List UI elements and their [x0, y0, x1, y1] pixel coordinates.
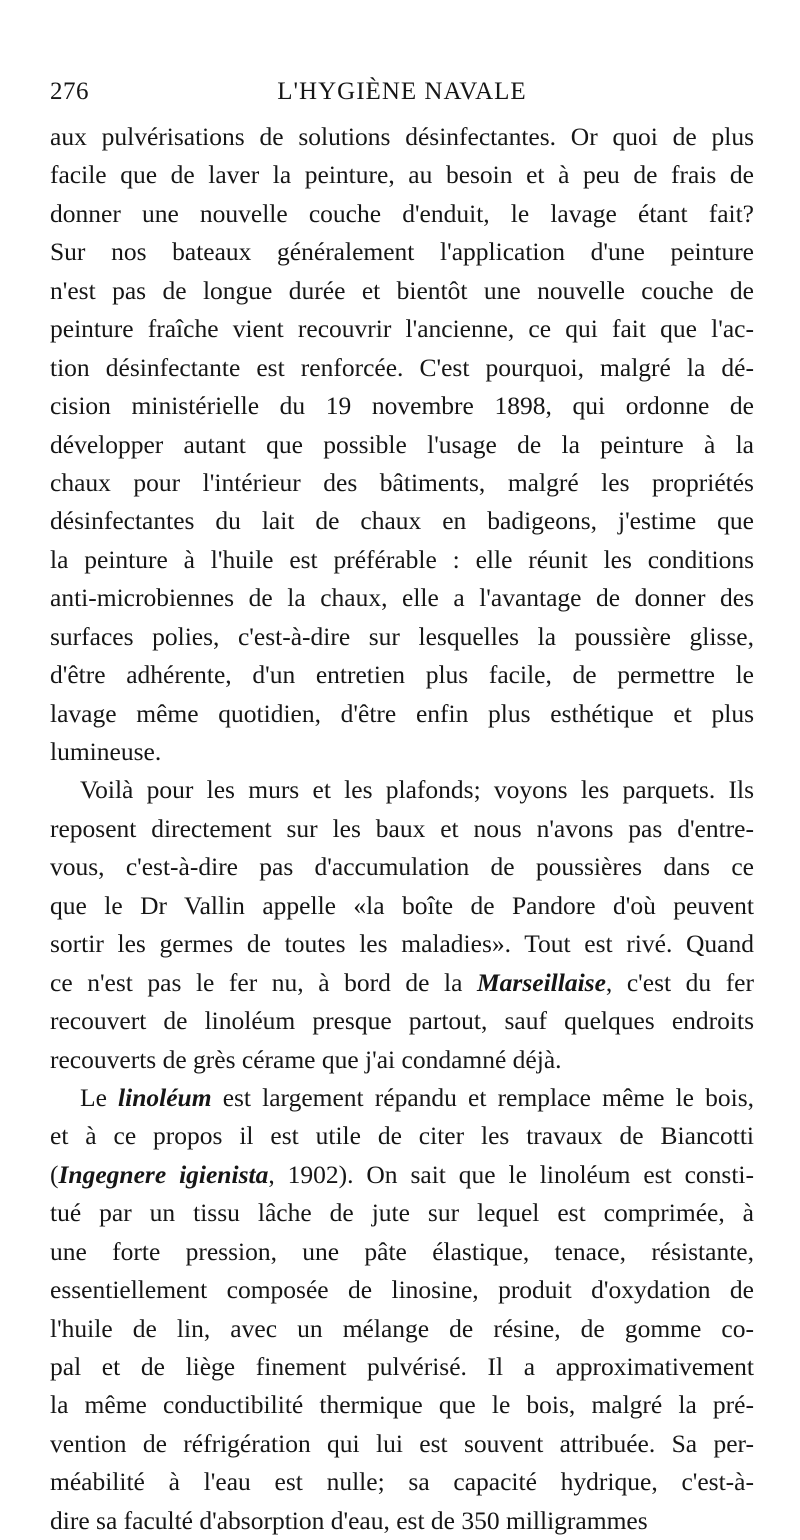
text-line	[50, 887, 754, 925]
text-segment: , c'est du fer	[605, 967, 754, 997]
text-segment: est largement répandu et remplace même le bois,	[211, 1082, 754, 1112]
text-segment: surfaces polies, c'est-à-dire sur lesquelles la poussière glisse,	[50, 621, 754, 651]
text-segment: Le	[80, 1082, 119, 1112]
text-line	[50, 349, 754, 387]
text-segment: donner une nouvelle couche d'enduit, le lavage étant fait?	[50, 198, 754, 228]
text-segment: pal et de liège finement pulvérisé. Il a approximativement	[50, 1352, 754, 1381]
text-segment: vous, c'est-à-dire pas d'accumulation de poussières dans ce	[50, 852, 754, 882]
text-segment: anti-microbiennes de la chaux, elle a l'avantage de donner des	[50, 583, 754, 613]
text-line	[50, 848, 754, 886]
text-line	[50, 1156, 754, 1194]
text-segment: développer autant que possible l'usage de la peinture à la	[50, 429, 754, 459]
text-segment: facile que de laver la peinture, au besoin et à peu de frais de	[50, 160, 754, 190]
text-segment: , 1902). On sait que le linoléum est consti-	[268, 1159, 754, 1189]
text-segment: recouvert de linoléum presque partout, sauf quelques endroits	[50, 1006, 754, 1036]
text-segment: aux pulvérisations de solutions désinfectantes. Or quoi de plus	[50, 122, 754, 151]
text-segment: essentiellement composée de linosine, produit d'oxydation de	[50, 1275, 754, 1305]
text-segment: lumineuse.	[50, 737, 162, 766]
italic-text: Marseillaise	[476, 967, 606, 997]
text-line	[50, 310, 754, 348]
running-head	[50, 78, 754, 118]
text-segment: chaux pour l'intérieur des bâtiments, malgré les propriétés	[50, 467, 754, 497]
italic-text: linoléum	[118, 1082, 212, 1112]
text-segment: vention de réfrigération qui lui est souvent attribuée. Sa per-	[50, 1428, 754, 1458]
paragraph	[50, 771, 754, 1079]
text-line	[50, 1194, 754, 1232]
text-line	[50, 195, 754, 233]
text-line	[50, 387, 754, 425]
text-line	[50, 1348, 754, 1386]
text-line	[50, 925, 754, 963]
text-line	[50, 272, 754, 310]
text-segment: sortir les germes de toutes les maladies». Tout est rivé. Quand	[50, 929, 754, 959]
text-segment: Voilà pour les murs et les plafonds; voyons les parquets. Ils	[80, 775, 754, 805]
body-text	[50, 118, 754, 1540]
text-line	[50, 1079, 754, 1117]
text-line	[50, 618, 754, 656]
text-line	[50, 1002, 754, 1040]
text-segment: la même conductibilité thermique que le bois, malgré la pré-	[50, 1390, 754, 1420]
text-line	[50, 1271, 754, 1309]
text-segment: l'huile de lin, avec un mélange de résine, de gomme co-	[50, 1313, 754, 1343]
text-segment: recouverts de grès cérame que j'ai condamné déjà.	[50, 1044, 562, 1074]
text-segment: d'être adhérente, d'un entretien plus facile, de permettre le	[50, 660, 754, 690]
text-segment: reposent directement sur les baux et nous n'avons pas d'entre-	[50, 813, 754, 843]
text-line	[50, 733, 754, 771]
text-line	[50, 156, 754, 194]
text-line	[50, 656, 754, 694]
text-line	[50, 964, 754, 1002]
text-segment: peinture fraîche vient recouvrir l'ancienne, ce qui fait que l'ac-	[50, 314, 754, 344]
running-title: L'HYGIÈNE NAVALE	[277, 78, 527, 105]
text-line	[50, 579, 754, 617]
text-line	[50, 233, 754, 271]
text-line	[50, 1425, 754, 1463]
italic-text: Ingegnere igienista	[58, 1159, 269, 1189]
text-line	[50, 1117, 754, 1155]
text-segment: que le Dr Vallin appelle «la boîte de Pandore d'où peuvent	[50, 890, 754, 920]
text-line	[50, 1386, 754, 1424]
text-segment: (	[50, 1159, 59, 1189]
text-segment: méabilité à l'eau est nulle; sa capacité hydrique, c'est-à-	[50, 1467, 754, 1497]
paragraph	[50, 118, 754, 771]
text-line	[50, 118, 754, 156]
text-line	[50, 1233, 754, 1271]
text-line	[50, 695, 754, 733]
text-line	[50, 426, 754, 464]
text-line	[50, 1310, 754, 1348]
text-segment: désinfectantes du lait de chaux en badigeons, j'estime que	[50, 506, 754, 536]
text-segment: une forte pression, une pâte élastique, tenace, résistante,	[50, 1236, 754, 1266]
text-line	[50, 771, 754, 809]
text-line	[50, 1041, 754, 1079]
text-segment: ce n'est pas le fer nu, à bord de la	[50, 967, 477, 997]
text-segment: n'est pas de longue durée et bientôt une nouvelle couche de	[50, 275, 754, 305]
text-segment: lavage même quotidien, d'être enfin plus esthétique et plus	[50, 698, 754, 728]
text-line	[50, 810, 754, 848]
text-segment: la peinture à l'huile est préférable : elle réunit les conditions	[50, 544, 754, 574]
text-segment: tion désinfectante est renforcée. C'est pourquoi, malgré la dé-	[50, 352, 754, 382]
text-segment: et à ce propos il est utile de citer les travaux de Biancotti	[50, 1121, 754, 1151]
text-line	[50, 502, 754, 540]
text-segment: Sur nos bateaux généralement l'application d'une peinture	[50, 237, 754, 267]
text-line	[50, 541, 754, 579]
text-line	[50, 464, 754, 502]
page-number: 276	[50, 78, 89, 105]
text-line	[50, 1463, 754, 1501]
text-segment: tué par un tissu lâche de jute sur lequel est comprimée, à	[50, 1198, 754, 1228]
text-segment: cision ministérielle du 19 novembre 1898, qui ordonne de	[50, 391, 754, 421]
book-page	[50, 78, 754, 1540]
text-line	[50, 1502, 754, 1540]
text-segment: dire sa faculté d'absorption d'eau, est de 350 milligrammes	[50, 1505, 648, 1535]
